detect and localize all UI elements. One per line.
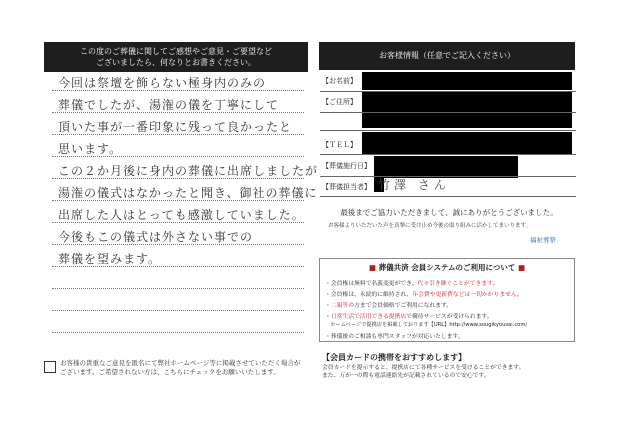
bullet-text: ・会員権は、永続的に維持され、 bbox=[325, 292, 413, 298]
tel-redaction bbox=[362, 132, 572, 154]
bullet-text: ホームページで提携店を掲載しております【URL】http://www.sougikyousai.com/ bbox=[325, 322, 528, 328]
bullet-text: ・ bbox=[325, 314, 331, 320]
consent-line-1: お客様の貴重なご意見を匿名にて弊社ホームページ等に掲載させていただく場合が bbox=[60, 359, 301, 367]
ruled-line bbox=[52, 288, 304, 289]
card-body-line-2: また、万が一の際も電話連絡先が記載されているので安心です。 bbox=[322, 373, 490, 379]
bullet-text: ・葬儀後のご相談も専門スタッフが対応いたします。 bbox=[325, 334, 464, 340]
membership-title-text: 葬儀共済 会員システムのご利用について bbox=[378, 263, 516, 272]
handwritten-line: 今後もこの儀式は外さない事での bbox=[58, 230, 254, 244]
funeral-date-label: 【葬儀施行日】 bbox=[322, 162, 371, 170]
handwritten-line: 頂いた事が一番印象に残って良かったと bbox=[58, 120, 293, 134]
survey-header-line-2: ございましたら、何なりとお書きください。 bbox=[96, 58, 256, 67]
card-body-line-1: 会員カードを提示すると、提携店にて各種サービスを受けることができます。 bbox=[322, 365, 525, 371]
bullet-text: ・会員権は無料で名義変更ができ、 bbox=[325, 281, 418, 287]
handwritten-line: 今回は祭壇を飾らない極身内のみの bbox=[58, 76, 267, 90]
thanks-subnote: お客様よりいただいた声を真摯に受け止め今後の取り組みに活かしてまいります。 bbox=[328, 223, 532, 229]
field-line bbox=[320, 154, 576, 155]
consent-text bbox=[60, 359, 310, 377]
address-redaction bbox=[362, 92, 572, 128]
membership-bullet bbox=[325, 300, 452, 309]
membership-bullet bbox=[325, 289, 523, 298]
company-stamp: 福祉葬祭 bbox=[530, 236, 556, 244]
field-line bbox=[320, 112, 576, 113]
bullet-text: 。 bbox=[492, 281, 499, 287]
membership-bullet bbox=[325, 278, 498, 287]
handwritten-line: 出席した人はとっても感激していました。 bbox=[58, 208, 305, 222]
field-line bbox=[320, 196, 576, 197]
handwritten-line: この２か月後に身内の葬儀に出席しましたが bbox=[58, 164, 319, 178]
bullet-text: ・ bbox=[325, 303, 331, 309]
handwritten-line: 思います。 bbox=[58, 142, 123, 156]
membership-bullet bbox=[325, 321, 527, 328]
survey-header bbox=[44, 42, 308, 72]
membership-bullet bbox=[325, 331, 464, 340]
title-mark-left: ■ bbox=[368, 263, 377, 272]
bullet-highlight: 日常生活で活用できる提携店 bbox=[330, 314, 407, 320]
tel-label: 【ＴＥＬ】 bbox=[322, 141, 357, 149]
bullet-text: で優待サービスが受けられます。 bbox=[406, 314, 493, 320]
funeral-date-redaction bbox=[374, 156, 518, 178]
handwritten-line: 湯潅の儀式はなかったと聞き、御社の葬儀に bbox=[58, 186, 318, 200]
card-title: 【会員カードの携帯をおすすめします】 bbox=[322, 353, 467, 362]
bullet-text: の方まで会員価格でご利用になれます。 bbox=[348, 303, 453, 309]
title-mark-right: ■ bbox=[517, 263, 526, 272]
customer-info-header: お客様情報（任意でご記入ください） bbox=[319, 42, 575, 70]
bullet-highlight: 二親等 bbox=[330, 303, 349, 309]
survey-answer-area[interactable] bbox=[52, 72, 319, 350]
name-label: 【お名前】 bbox=[322, 77, 357, 85]
ruled-line bbox=[52, 310, 304, 311]
handwritten-line: 葬儀でしたが、湯潅の儀を丁寧にして bbox=[58, 98, 280, 112]
membership-bullet bbox=[325, 311, 493, 320]
field-line bbox=[320, 130, 576, 131]
staff-label: 【葬儀担当者】 bbox=[322, 183, 371, 191]
name-redaction bbox=[362, 72, 572, 90]
address-label: 【ご住所】 bbox=[322, 98, 357, 106]
consent-line-2: ございます。ご希望されない方は、こちらにチェックをお願いいたします。 bbox=[60, 368, 280, 376]
bullet-highlight: 年会費や更新費などは一切かかりません bbox=[412, 292, 518, 298]
survey-header-line-1: この度のご葬儀に関してご感想やご意見・ご要望など bbox=[80, 47, 272, 56]
bullet-highlight: 代々引き継ぐことができます bbox=[417, 281, 493, 287]
membership-title bbox=[319, 262, 575, 273]
ruled-line bbox=[52, 332, 304, 333]
handwritten-line: 葬儀を望みます。 bbox=[58, 252, 162, 266]
bullet-text: 。 bbox=[517, 292, 523, 298]
thanks-message: 最後までご協力いただきまして、誠にありがとうございました。 bbox=[340, 208, 558, 217]
staff-name-handwritten: 竹澤 さん bbox=[378, 178, 450, 192]
consent-checkbox[interactable] bbox=[44, 361, 56, 373]
card-body bbox=[322, 364, 580, 380]
